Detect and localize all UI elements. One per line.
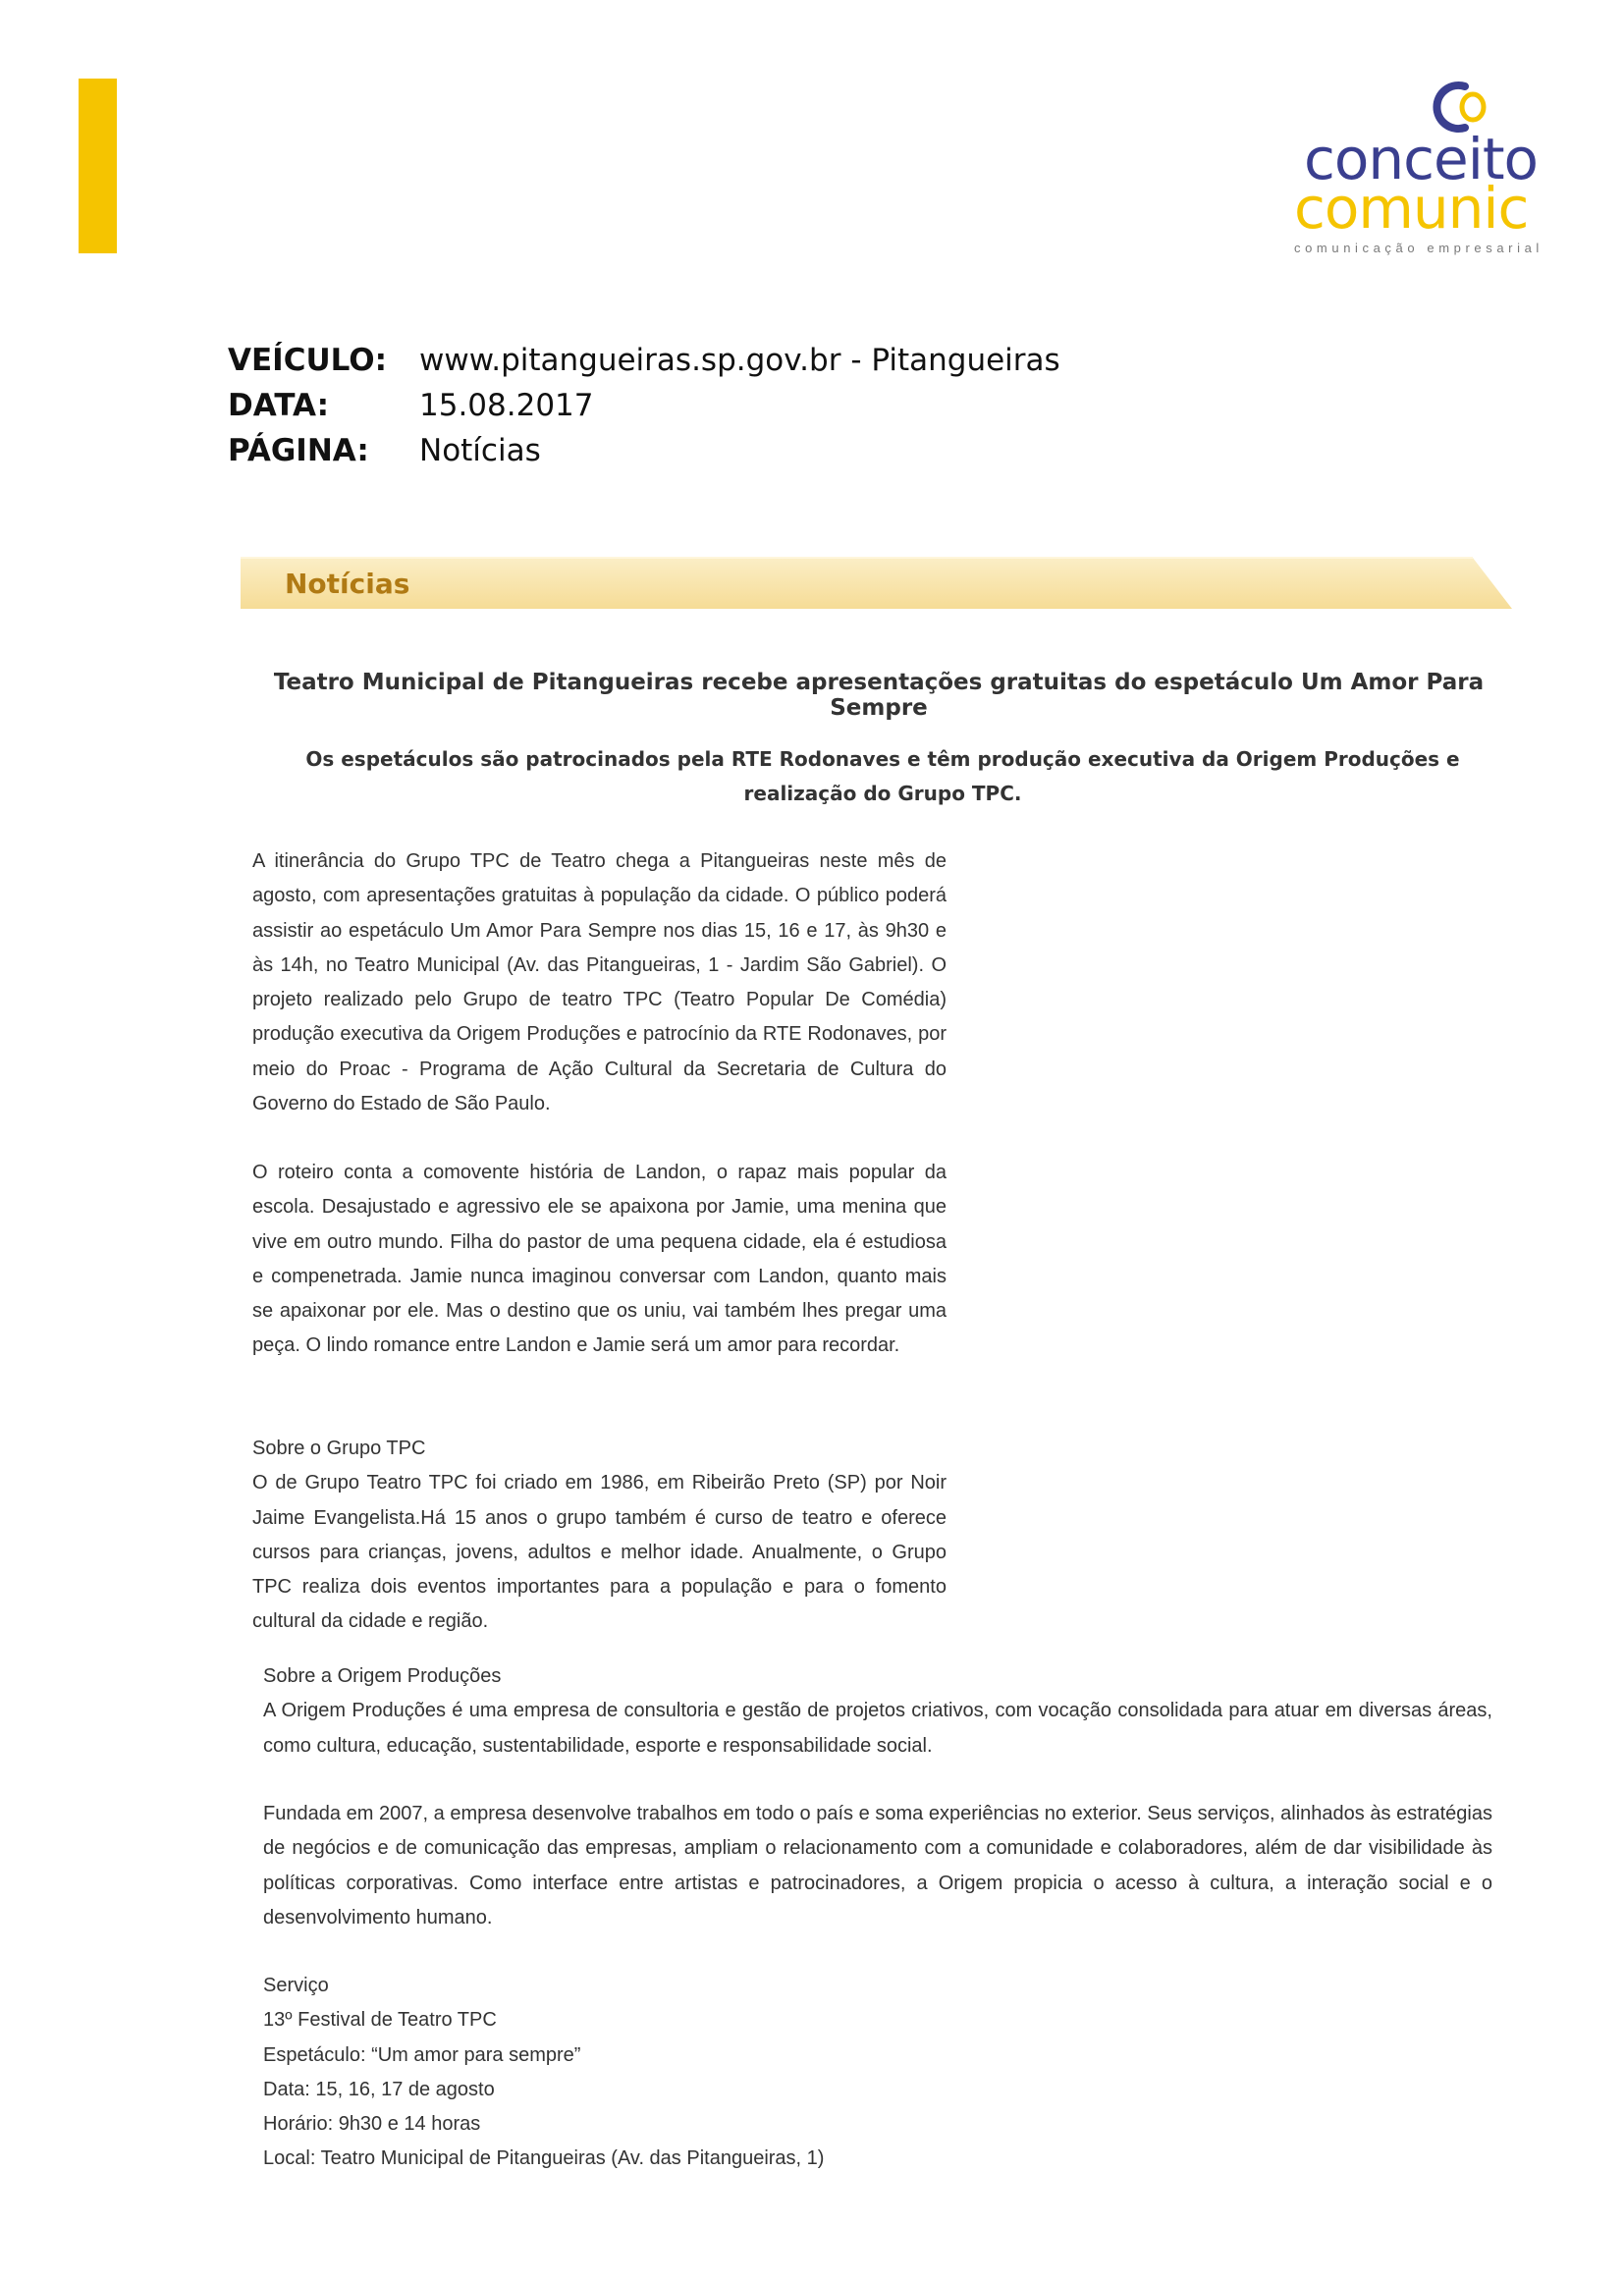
data-label: DATA:	[228, 388, 330, 423]
section-origem-producoes	[263, 1659, 1492, 1764]
data-value: 15.08.2017	[419, 388, 594, 423]
logo-tagline: comunicação empresarial	[1294, 241, 1543, 255]
article-paragraph-intro: A itinerância do Grupo TPC de Teatro chega a Pitangueiras neste mês de agosto, com apresentações gratuitas à população da cidade. O público poderá assistir ao espetáculo Um Amor Para Sempre nos dias 15, 16 e 17, às 9h30 e às 14h, no Teatro Municipal (Av. das Pitangueiras, 1 - Jardim São Gabriel). O projeto realizado pelo Grupo de teatro TPC (Teatro Popular De Comédia) produção executiva da Origem Produções e patrocínio da RTE Rodonaves, por meio do Proac - Programa de Ação Cultural da Secretaria de Cultura do Governo do Estado de São Paulo.	[252, 850, 947, 1115]
section-grupo-tpc	[252, 1432, 947, 1640]
conceito-comunic-logo	[1286, 79, 1581, 255]
origem-heading: Sobre a Origem Produções	[263, 1665, 502, 1687]
pagina-value: Notícias	[419, 433, 541, 468]
logo-wordmark-comunic: comunic	[1294, 175, 1529, 242]
servico-local: Local: Teatro Municipal de Pitangueiras (Av. das Pitangueiras, 1)	[263, 2147, 825, 2170]
news-section-header	[241, 556, 1512, 611]
article-paragraph-plot: O roteiro conta a comovente história de Landon, o rapaz mais popular da escola. Desajustado e agressivo ele se apaixona por Jamie, uma menina que vive em outro mundo. Filha do pastor de uma pequena cidade, ela é estudiosa e compenetrada. Jamie nunca imaginou conversar com Landon, quanto mais se apaixonar por ele. Mas o destino que os uniu, vai também lhes pregar uma peça. O lindo romance entre Landon e Jamie será um amor para recordar.	[252, 1162, 947, 1357]
veiculo-label: VEÍCULO:	[228, 343, 388, 378]
servico-heading: Serviço	[263, 1975, 329, 1996]
servico-festival: 13º Festival de Teatro TPC	[263, 2009, 497, 2032]
servico-data: Data: 15, 16, 17 de agosto	[263, 2078, 495, 2100]
grupo-tpc-text: O de Grupo Teatro TPC foi criado em 1986, em Ribeirão Preto (SP) por Noir Jaime Evangelista.Há 15 anos o grupo também é curso de teatro e oferece cursos para crianças, jovens, adultos e melhor idade. Anualmente, o Grupo TPC realiza dois eventos importantes para a população e para o fomento cultural da cidade e região.	[252, 1472, 947, 1633]
servico-horario: Horário: 9h30 e 14 horas	[263, 2113, 481, 2136]
yellow-accent-bar	[79, 79, 117, 253]
article-title: Teatro Municipal de Pitangueiras recebe apresentações gratuitas do espetáculo Um Amor Para Sempre	[273, 670, 1485, 721]
header-banner-shape	[241, 556, 1512, 611]
servico-espetaculo: Espetáculo: “Um amor para sempre”	[263, 2043, 581, 2066]
meta-row-pagina	[228, 428, 1060, 473]
logo-wordmark-conceito: conceito	[1304, 126, 1539, 192]
grupo-tpc-heading: Sobre o Grupo TPC	[252, 1438, 426, 1459]
article-paragraph-fundada: Fundada em 2007, a empresa desenvolve trabalhos em todo o país e soma experiências no exterior. Seus serviços, alinhados às estratégias de negócios e de comunicação das empresas, ampliam o relacionamento com a comunidade e colaboradores, além de dar visibilidade às políticas corporativas. Como interface entre artistas e patrocinadores, a Origem propicia o acesso à cultura, a interação social e o desenvolvimento humano.	[263, 1803, 1492, 1928]
origem-text: A Origem Produções é uma empresa de consultoria e gestão de projetos criativos, com vocação consolidada para atuar em diversas áreas, como cultura, educação, sustentabilidade, esporte e responsabilidade social.	[263, 1700, 1492, 1757]
article-subtitle: Os espetáculos são patrocinados pela RTE Rodonaves e têm produção executiva da Origem Produções e realização do Grupo TPC.	[305, 747, 1460, 805]
section-header-title: Notícias	[285, 568, 410, 600]
meta-row-veiculo	[228, 338, 1060, 383]
meta-row-data	[228, 383, 1060, 428]
pagina-label: PÁGINA:	[228, 433, 369, 468]
veiculo-value: www.pitangueiras.sp.gov.br - Pitangueiras	[419, 343, 1060, 378]
servico-block	[263, 1969, 1492, 2177]
clipping-metadata	[228, 338, 1060, 473]
